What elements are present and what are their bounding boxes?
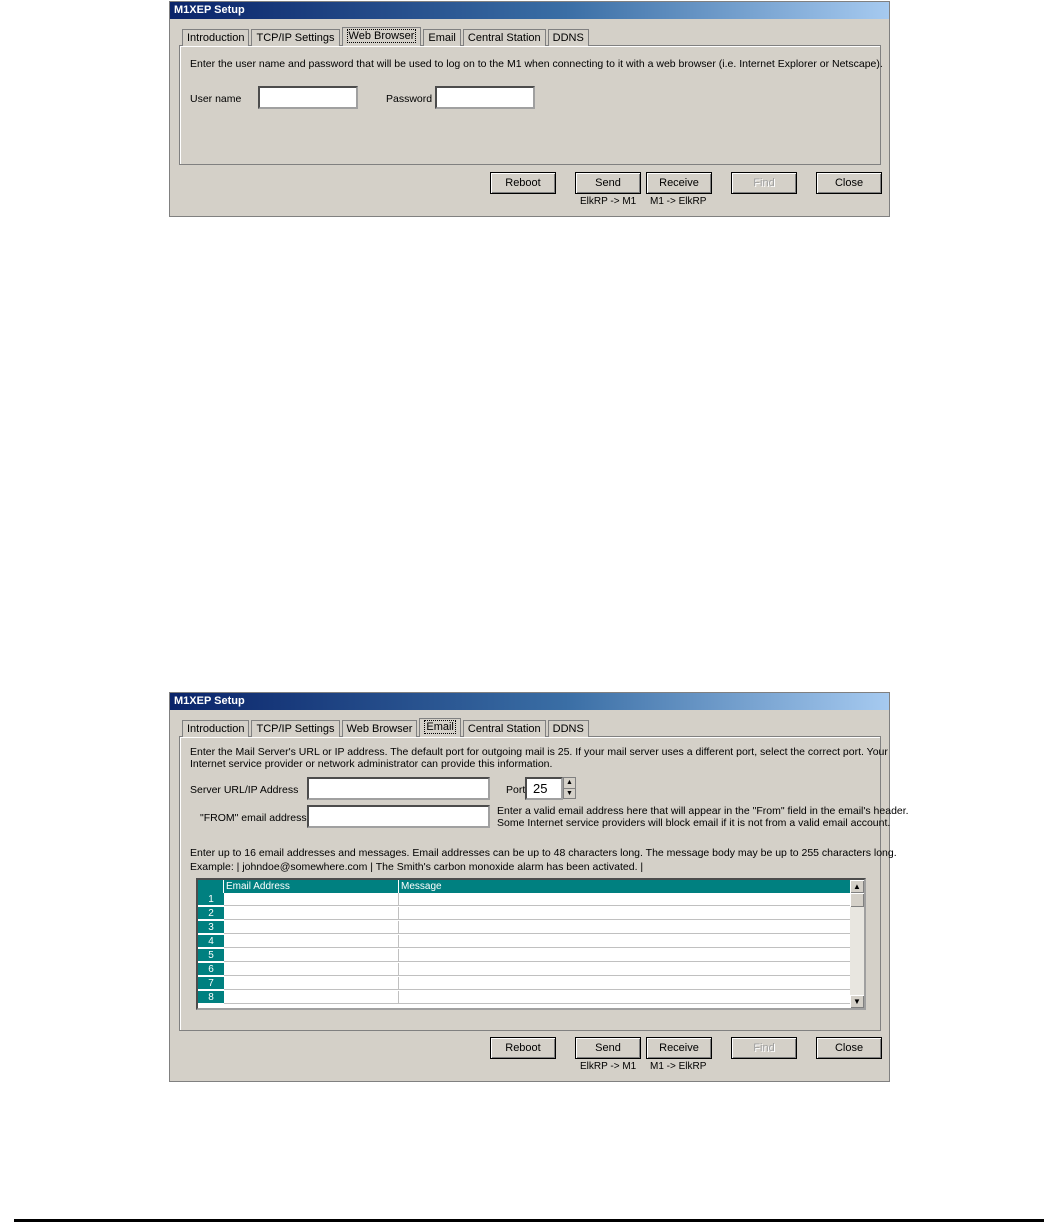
row-header: 6	[198, 963, 224, 976]
tab-tcpip-settings[interactable]: TCP/IP Settings	[251, 720, 339, 737]
row-header: 4	[198, 935, 224, 948]
row-header: 2	[198, 907, 224, 920]
send-button[interactable]: Send	[575, 1037, 641, 1059]
email-cell[interactable]	[224, 949, 399, 962]
username-label: User name	[190, 93, 242, 105]
row-header: 1	[198, 893, 224, 906]
row-header: 5	[198, 949, 224, 962]
tab-panel	[179, 45, 881, 165]
message-cell[interactable]	[399, 949, 851, 962]
server-url-input[interactable]	[307, 777, 490, 800]
tab-central-station[interactable]: Central Station	[463, 720, 546, 737]
up-arrow-icon[interactable]: ▲	[566, 779, 573, 786]
from-email-note-line1: Enter a valid email address here that will appear in the "From" field in the email's header.	[497, 805, 909, 817]
from-email-label: "FROM" email address	[200, 812, 307, 824]
tab-email[interactable]: Email	[419, 718, 461, 737]
scroll-down-icon[interactable]: ▼	[850, 995, 864, 1008]
email-cell[interactable]	[224, 977, 399, 990]
column-header-message[interactable]: Message	[399, 880, 851, 893]
tab-central-station[interactable]: Central Station	[463, 29, 546, 46]
receive-direction-label: M1 -> ElkRP	[650, 1061, 707, 1072]
from-email-note-line2: Some Internet service providers will block email if it is not from a valid email account.	[497, 817, 891, 829]
setup-window-web-browser	[169, 1, 890, 217]
username-input[interactable]	[258, 86, 358, 109]
tab-strip	[182, 29, 591, 46]
message-cell[interactable]	[399, 963, 851, 976]
port-input[interactable]	[525, 777, 563, 800]
reboot-button[interactable]: Reboot	[490, 1037, 556, 1059]
mail-server-intro-line2: Internet service provider or network administrator can provide this information.	[190, 758, 553, 770]
server-url-label: Server URL/IP Address	[190, 784, 299, 796]
email-cell[interactable]	[224, 907, 399, 920]
message-cell[interactable]	[399, 893, 851, 906]
instructions-text: Enter the user name and password that will be used to log on to the M1 when connecting to it with a web browser (i.e. Internet Explorer or Netscape).	[190, 58, 883, 70]
message-cell[interactable]	[399, 991, 851, 1004]
down-arrow-icon[interactable]: ▼	[564, 788, 575, 799]
tab-web-browser[interactable]: Web Browser	[342, 720, 418, 737]
email-grid[interactable]	[196, 878, 866, 1010]
email-cell[interactable]	[224, 963, 399, 976]
scroll-thumb[interactable]	[850, 893, 864, 907]
from-email-input[interactable]	[307, 805, 490, 828]
row-header: 3	[198, 921, 224, 934]
window-title: M1XEP Setup	[170, 693, 889, 710]
email-cell[interactable]	[224, 893, 399, 906]
grid-vertical-scrollbar[interactable]	[850, 880, 864, 1008]
column-header-email-address[interactable]: Email Address	[224, 880, 399, 893]
receive-button[interactable]: Receive	[646, 172, 712, 194]
tab-web-browser[interactable]: Web Browser	[342, 27, 422, 46]
email-cell[interactable]	[224, 921, 399, 934]
send-button[interactable]: Send	[575, 172, 641, 194]
password-label: Password	[386, 93, 433, 105]
email-list-note-line2: Example: | johndoe@somewhere.com | The Smith's carbon monoxide alarm has been activated. |	[190, 861, 644, 873]
tab-ddns[interactable]: DDNS	[548, 720, 589, 737]
tab-ddns[interactable]: DDNS	[548, 29, 589, 46]
find-button: Find	[731, 1037, 797, 1059]
message-cell[interactable]	[399, 907, 851, 920]
message-cell[interactable]	[399, 935, 851, 948]
row-header: 7	[198, 977, 224, 990]
tab-panel	[179, 736, 909, 1031]
port-label: Port	[506, 784, 526, 796]
password-input[interactable]	[435, 86, 535, 109]
reboot-button[interactable]: Reboot	[490, 172, 556, 194]
close-button[interactable]: Close	[816, 172, 882, 194]
tab-introduction[interactable]: Introduction	[182, 29, 249, 46]
receive-button[interactable]: Receive	[646, 1037, 712, 1059]
tab-introduction[interactable]: Introduction	[182, 720, 249, 737]
email-list-note-line1: Enter up to 16 email addresses and messages. Email addresses can be up to 48 characters long. The message body may be up to 255 characters long.	[190, 847, 897, 859]
receive-direction-label: M1 -> ElkRP	[650, 196, 707, 207]
tab-email[interactable]: Email	[423, 29, 461, 46]
page-footer-rule	[14, 1219, 1044, 1222]
tab-strip	[182, 720, 591, 737]
email-cell[interactable]	[224, 991, 399, 1004]
grid-corner-header	[198, 880, 224, 893]
message-cell[interactable]	[399, 921, 851, 934]
setup-window-email	[169, 692, 909, 1082]
email-cell[interactable]	[224, 935, 399, 948]
close-button[interactable]: Close	[816, 1037, 882, 1059]
find-button: Find	[731, 172, 797, 194]
port-spinner[interactable]	[563, 777, 576, 799]
send-direction-label: ElkRP -> M1	[580, 1061, 637, 1072]
scroll-up-icon[interactable]: ▲	[850, 880, 864, 893]
mail-server-intro-line1: Enter the Mail Server's URL or IP address. The default port for outgoing mail is 25. If your mail server uses a different port, select the correct port. Your	[190, 746, 888, 758]
row-header: 8	[198, 991, 224, 1004]
message-cell[interactable]	[399, 977, 851, 990]
send-direction-label: ElkRP -> M1	[580, 196, 637, 207]
port-value: 25	[533, 781, 548, 796]
tab-tcpip-settings[interactable]: TCP/IP Settings	[251, 29, 339, 46]
window-title: M1XEP Setup	[170, 2, 889, 19]
